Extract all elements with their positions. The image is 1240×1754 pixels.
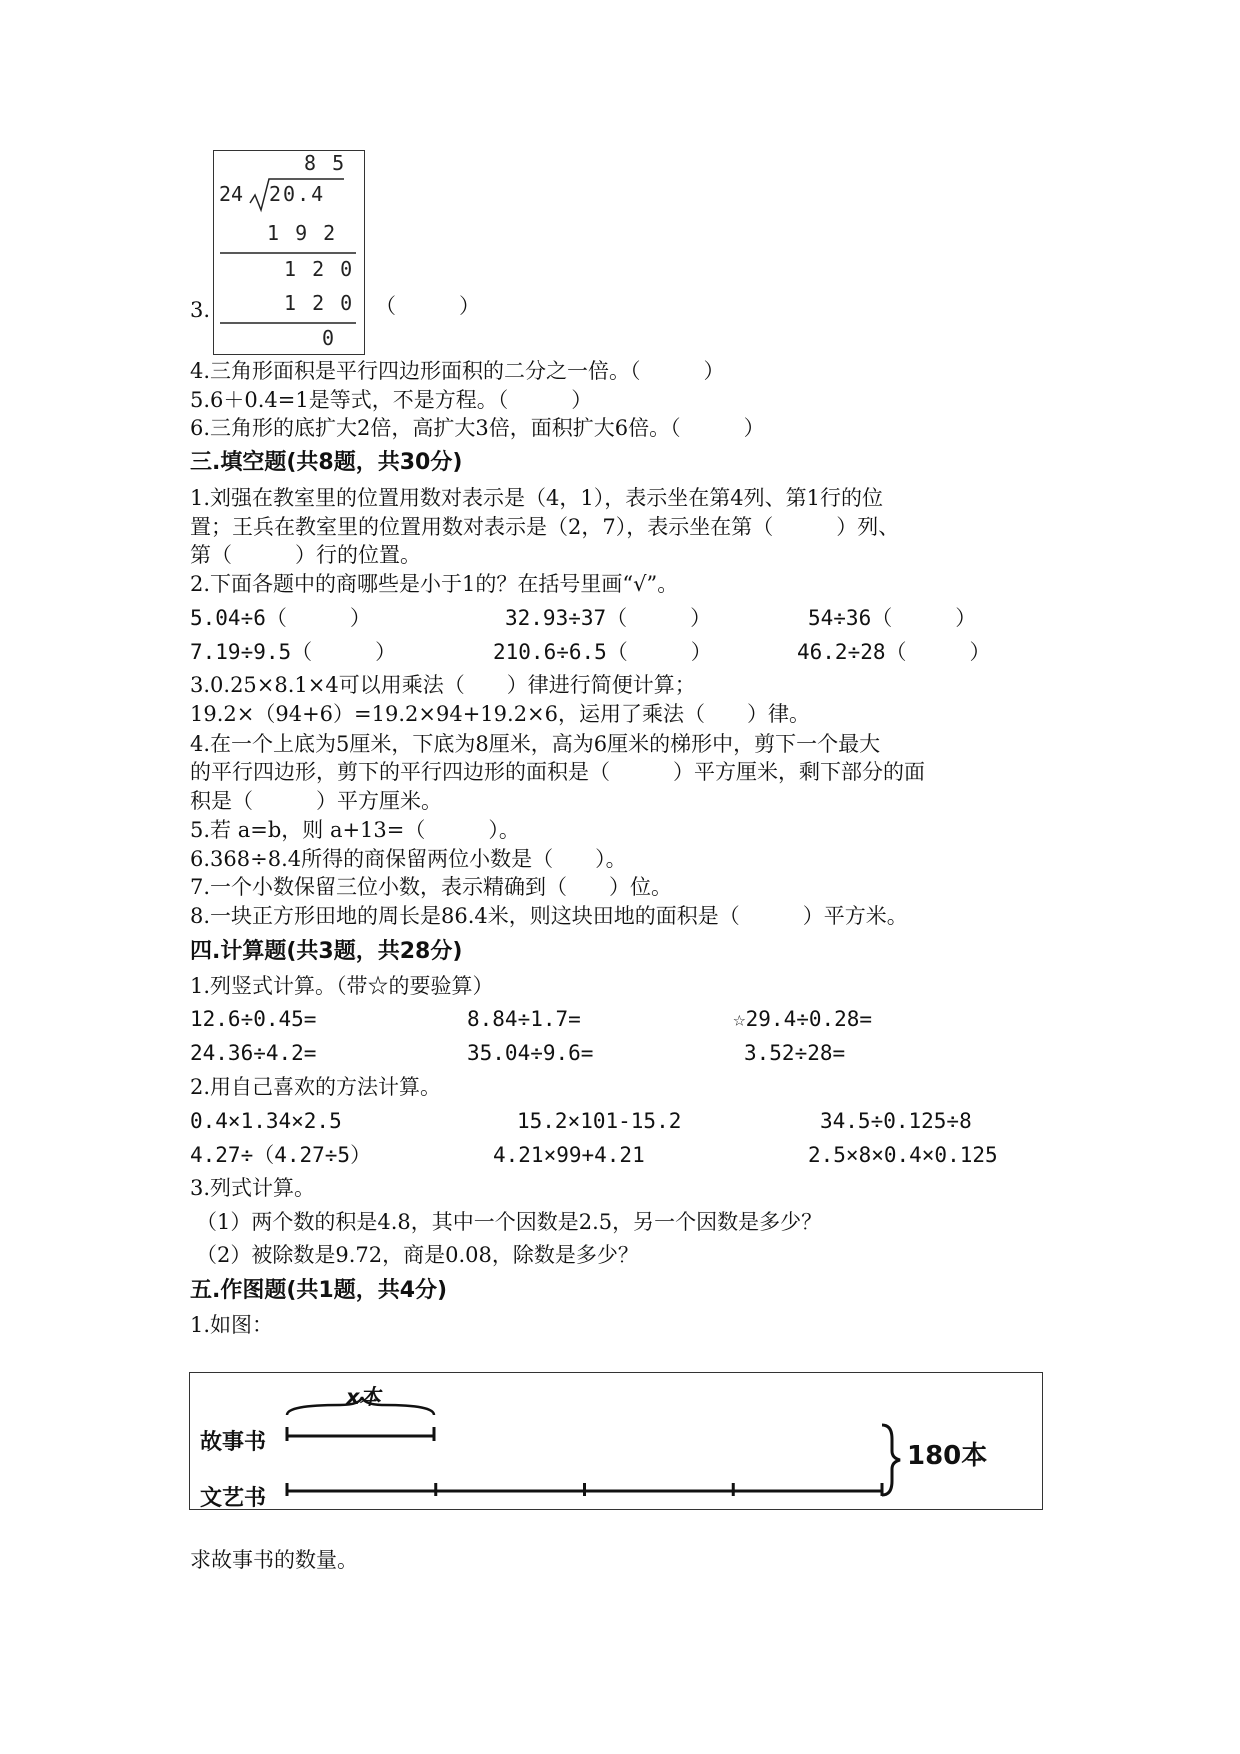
diagram-lines (190, 1373, 1042, 1509)
s3-q4-line1: 4.在一个上底为5厘米，下底为8厘米，高为6厘米的梯形中，剪下一个最大 (190, 732, 881, 756)
division-dividend: 20.4 (269, 182, 326, 206)
s3-q7: 7.一个小数保留三位小数，表示精确到（ ）位。 (190, 875, 673, 899)
s3-q2-item: 54÷36（ ） (808, 606, 977, 630)
s4-q1-item: ☆29.4÷0.28= (733, 1007, 873, 1031)
s3-q1-line3: 第（ ）行的位置。 (190, 543, 421, 567)
s3-q2-item: 46.2÷28（ ） (797, 640, 991, 664)
s4-q1-item: 8.84÷1.7= (467, 1007, 581, 1031)
s3-q4-line3: 积是（ ）平方厘米。 (190, 789, 442, 813)
total-brace (882, 1425, 900, 1495)
s4-q2-item: 0.4×1.34×2.5 (190, 1109, 342, 1133)
s4-q1-item: 3.52÷28= (744, 1041, 846, 1065)
s3-q4-line2: 的平行四边形，剪下的平行四边形的面积是（ ）平方厘米，剩下部分的面 (190, 760, 925, 784)
x-books-label: x本 (346, 1385, 381, 1409)
s4-q2-title: 2.用自己喜欢的方法计算。 (190, 1075, 442, 1099)
section4-title: 四.计算题(共3题，共28分) (190, 939, 463, 964)
s4-q2-item: 34.5÷0.125÷8 (820, 1109, 972, 1133)
division-quotient: 8 5 (304, 151, 347, 175)
division-lines (214, 151, 364, 354)
x-brace (287, 1397, 434, 1415)
division-step2: 1 2 0 (284, 257, 355, 281)
s4-q1-item: 24.36÷4.2= (190, 1041, 317, 1065)
book-diagram (189, 1372, 1043, 1510)
s4-q3-item1: （1）两个数的积是4.8，其中一个因数是2.5，另一个因数是多少？ (196, 1210, 823, 1234)
s4-q3-title: 3.列式计算。 (190, 1176, 316, 1200)
division-step1: 1 9 2 (267, 221, 338, 245)
s4-q2-item: 15.2×101-15.2 (517, 1109, 682, 1133)
s3-q3-line1: 3.0.25×8.1×4可以用乘法（ ）律进行简便计算； (190, 673, 696, 697)
judge-q5: 5.6＋0.4=1是等式，不是方程。（ ） (190, 388, 593, 412)
s4-q1-item: 35.04÷9.6= (467, 1041, 594, 1065)
s5-question: 求故事书的数量。 (190, 1548, 358, 1572)
s4-q2-item: 2.5×8×0.4×0.125 (808, 1143, 998, 1167)
s3-q6: 6.368÷8.4所得的商保留两位小数是（ ）。 (190, 847, 627, 871)
division-divisor: 24 (219, 182, 244, 206)
q3-number: 3. (190, 298, 211, 322)
division-step3: 1 2 0 (284, 291, 355, 315)
s4-q3-item2: （2）被除数是9.72，商是0.08，除数是多少？ (196, 1243, 639, 1267)
total-books-label: 180本 (907, 1441, 988, 1471)
s3-q2-item: 210.6÷6.5（ ） (493, 640, 712, 664)
s3-q5: 5.若 a=b，则 a+13=（ ）。 (190, 818, 520, 842)
division-bracket (250, 179, 344, 210)
art-books-label: 文艺书 (200, 1486, 267, 1511)
section5-title: 五.作图题(共1题，共4分) (190, 1278, 448, 1303)
s4-q2-item: 4.27÷（4.27÷5） (190, 1143, 372, 1167)
division-remainder: 0 (322, 326, 337, 350)
s5-q1-title: 1.如图： (190, 1313, 274, 1337)
judge-q4: 4.三角形面积是平行四边形面积的二分之一倍。（ ） (190, 359, 725, 383)
s3-q3-line2: 19.2×（94+6）=19.2×94+19.2×6，运用了乘法（ ）律。 (190, 702, 811, 726)
s3-q1-line2: 置；王兵在教室里的位置用数对表示是（2，7），表示坐在第（ ）列、 (190, 515, 900, 539)
s3-q2-item: 5.04÷6（ ） (190, 606, 371, 630)
section3-title: 三.填空题(共8题，共30分) (190, 450, 463, 475)
s3-q8: 8.一块正方形田地的周长是86.4米，则这块田地的面积是（ ）平方米。 (190, 904, 908, 928)
s3-q2-item: 7.19÷9.5（ ） (190, 640, 397, 664)
story-books-label: 故事书 (200, 1430, 267, 1455)
s3-q2-item: 32.93÷37（ ） (505, 606, 712, 630)
long-division-figure (213, 150, 365, 355)
q3-answer-blank[interactable]: （ ） (375, 294, 480, 318)
s4-q1-item: 12.6÷0.45= (190, 1007, 317, 1031)
s3-q2-title: 2.下面各题中的商哪些是小于1的？在括号里画“√”。 (190, 572, 679, 596)
s3-q1-line1: 1.刘强在教室里的位置用数对表示是（4，1），表示坐在第4列、第1行的位 (190, 486, 883, 510)
s4-q1-title: 1.列竖式计算。（带☆的要验算） (190, 974, 494, 998)
s4-q2-item: 4.21×99+4.21 (493, 1143, 645, 1167)
judge-q6: 6.三角形的底扩大2倍，高扩大3倍，面积扩大6倍。（ ） (190, 416, 765, 440)
